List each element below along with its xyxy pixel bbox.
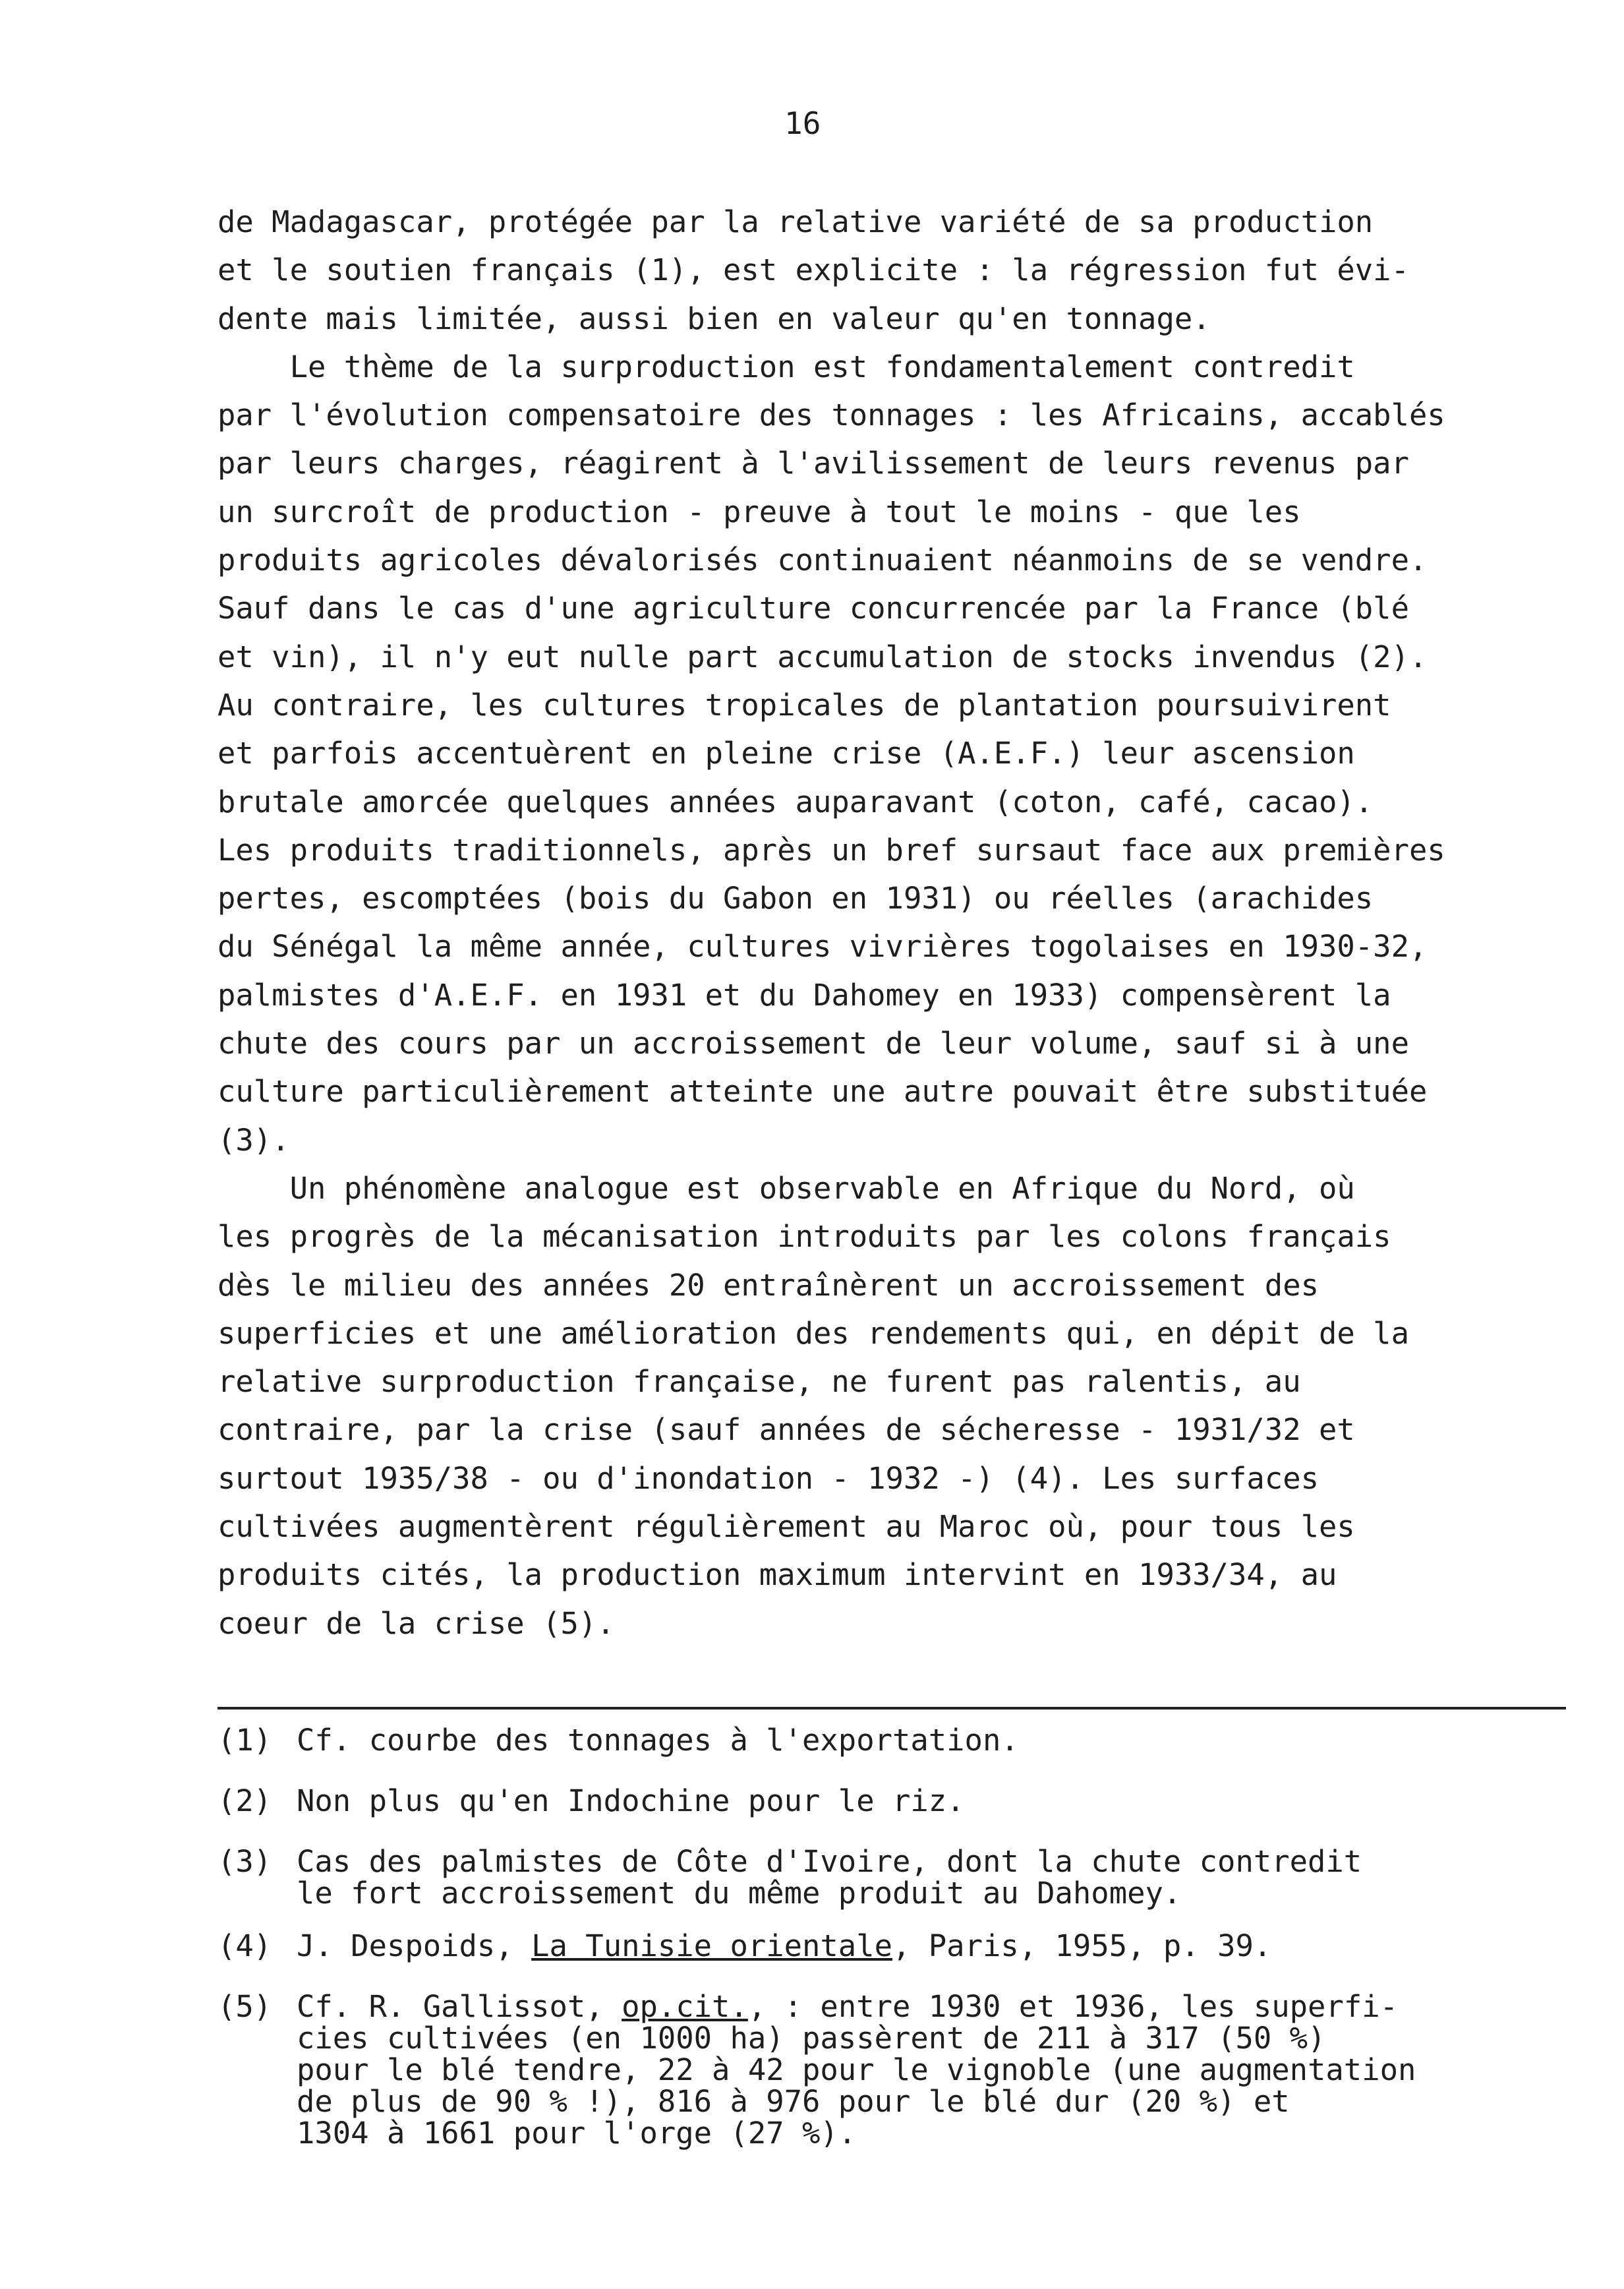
text-line: pertes, escomptées (bois du Gabon en 1931) ou réelles (arachides bbox=[218, 881, 1374, 916]
footnote-marker: (2) bbox=[218, 1783, 272, 1818]
footnote-reference: op.cit. bbox=[622, 1989, 748, 2024]
text-line: coeur de la crise (5). bbox=[218, 1605, 615, 1641]
text-line: produits agricoles dévalorisés continuaient néanmoins de se vendre. bbox=[218, 543, 1428, 578]
text-line: cultivées augmentèrent régulièrement au Maroc où, pour tous les bbox=[218, 1509, 1355, 1545]
text-line: relative surproduction française, ne furent pas ralentis, au bbox=[218, 1364, 1301, 1400]
text-line: culture particulièrement atteinte une autre pouvait être substituée bbox=[218, 1074, 1428, 1110]
text-line: un surcroît de production - preuve à tout le moins - que les bbox=[218, 494, 1301, 529]
text-line: les progrès de la mécanisation introduits par les colons français bbox=[218, 1219, 1391, 1255]
footnote-text-part: , : entre 1930 et 1936, les superfi- bbox=[747, 1989, 1399, 2024]
text-line: palmistes d'A.E.F. en 1931 et du Dahomey en 1933) compensèrent la bbox=[218, 977, 1391, 1013]
text-line: Au contraire, les cultures tropicales de plantation poursuivirent bbox=[218, 687, 1391, 723]
page-number: 16 bbox=[784, 105, 821, 141]
text-line: Sauf dans le cas d'une agriculture concurrencée par la France (blé bbox=[218, 591, 1409, 626]
footnote-text: Cf. courbe des tonnages à l'exportation. bbox=[297, 1723, 1019, 1758]
text-line: du Sénégal la même année, cultures vivrières togolaises en 1930-32, bbox=[218, 929, 1428, 965]
footnote-1 bbox=[218, 1717, 1615, 1764]
text-line: dente mais limitée, aussi bien en valeur qu'en tonnage. bbox=[218, 301, 1211, 336]
text-line: Un phénomène analogue est observable en Afrique du Nord, où bbox=[218, 1170, 1355, 1206]
footnote-text-line: 1304 à 1661 pour l'orge (27 %). bbox=[297, 2116, 857, 2151]
text-line: surtout 1935/38 - ou d'inondation - 1932 -) (4). Les surfaces bbox=[218, 1460, 1319, 1496]
footnote-divider bbox=[218, 1707, 1566, 1709]
footnote-5 bbox=[218, 1983, 1615, 2149]
footnote-text-line: pour le blé tendre, 22 à 42 pour le vignoble (une augmentation bbox=[297, 2052, 1416, 2087]
text-line: Le thème de la surproduction est fondamentalement contredit bbox=[218, 349, 1355, 384]
footnote-author: J. Despoids, bbox=[297, 1928, 532, 1963]
footnote-4 bbox=[218, 1922, 1615, 1970]
footnote-marker: (3) bbox=[218, 1844, 272, 1879]
text-line: contraire, par la crise (sauf années de sécheresse - 1931/32 et bbox=[218, 1412, 1355, 1448]
text-line: et parfois accentuèrent en pleine crise (A.E.F.) leur ascension bbox=[218, 736, 1355, 771]
text-line: chute des cours par un accroissement de leur volume, sauf si à une bbox=[218, 1026, 1409, 1061]
text-line: par leurs charges, réagirent à l'avilissement de leurs revenus par bbox=[218, 446, 1409, 481]
text-line: (3). bbox=[218, 1122, 290, 1158]
text-line: Les produits traditionnels, après un bref sursaut face aux premières bbox=[218, 832, 1445, 868]
footnote-citation: , Paris, 1955, p. 39. bbox=[892, 1928, 1272, 1963]
text-line: dès le milieu des années 20 entraînèrent un accroissement des bbox=[218, 1267, 1319, 1303]
footnote-text-part: Cf. R. Gallissot, bbox=[297, 1989, 622, 2024]
text-line: de Madagascar, protégée par la relative variété de sa production bbox=[218, 204, 1374, 239]
text-line: et le soutien français (1), est explicite : la régression fut évi- bbox=[218, 253, 1409, 288]
text-line: par l'évolution compensatoire des tonnages : les Africains, accablés bbox=[218, 398, 1445, 433]
footnotes bbox=[218, 1717, 1615, 2162]
text-line: superficies et une amélioration des rendements qui, en dépit de la bbox=[218, 1315, 1409, 1351]
footnote-book-title: La Tunisie orientale bbox=[531, 1928, 892, 1963]
footnote-3 bbox=[218, 1838, 1615, 1909]
footnote-text-line: de plus de 90 % !), 816 à 976 pour le blé dur (20 %) et bbox=[297, 2084, 1290, 2119]
footnote-text-line: le fort accroissement du même produit au Dahomey. bbox=[297, 1876, 1182, 1911]
body-text bbox=[218, 198, 1615, 1648]
footnote-marker: (1) bbox=[218, 1723, 272, 1758]
footnote-marker: (4) bbox=[218, 1928, 272, 1963]
footnote-text-line: cies cultivées (en 1000 ha) passèrent de 211 à 317 (50 %) bbox=[297, 2021, 1326, 2056]
text-line: et vin), il n'y eut nulle part accumulation de stocks invendus (2). bbox=[218, 639, 1428, 674]
text-line: brutale amorcée quelques années auparavant (coton, café, cacao). bbox=[218, 784, 1374, 819]
footnote-text-line: Cas des palmistes de Côte d'Ivoire, dont la chute contredit bbox=[297, 1844, 1362, 1879]
footnote-2 bbox=[218, 1777, 1615, 1825]
text-line: produits cités, la production maximum intervint en 1933/34, au bbox=[218, 1557, 1337, 1593]
footnote-text: Non plus qu'en Indochine pour le riz. bbox=[297, 1783, 965, 1818]
footnote-marker: (5) bbox=[218, 1989, 272, 2024]
